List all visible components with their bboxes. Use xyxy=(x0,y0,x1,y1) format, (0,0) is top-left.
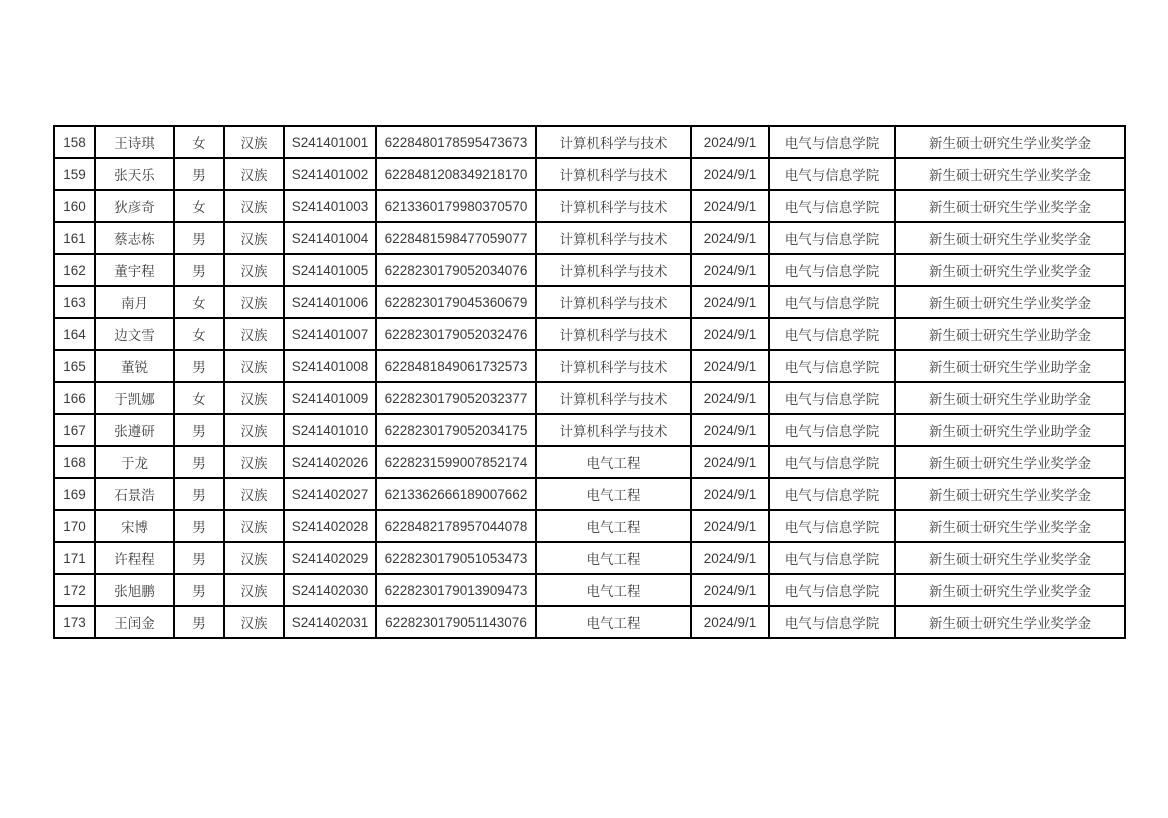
cell-ethnicity: 汉族 xyxy=(224,382,284,414)
table-row xyxy=(54,606,1125,638)
cell-student-id: S241401004 xyxy=(284,222,376,254)
table-row xyxy=(54,190,1125,222)
cell-award-type: 新生硕士研究生学业奖学金 xyxy=(895,606,1125,638)
cell-gender: 男 xyxy=(174,350,224,382)
table-row xyxy=(54,382,1125,414)
cell-college: 电气与信息学院 xyxy=(769,126,895,158)
cell-ethnicity: 汉族 xyxy=(224,126,284,158)
cell-row-index: 162 xyxy=(54,254,95,286)
cell-award-type: 新生硕士研究生学业奖学金 xyxy=(895,254,1125,286)
cell-enroll-date: 2024/9/1 xyxy=(691,350,769,382)
cell-ethnicity: 汉族 xyxy=(224,446,284,478)
cell-award-type: 新生硕士研究生学业奖学金 xyxy=(895,478,1125,510)
cell-ethnicity: 汉族 xyxy=(224,414,284,446)
cell-row-index: 168 xyxy=(54,446,95,478)
cell-row-index: 166 xyxy=(54,382,95,414)
cell-student-name: 于龙 xyxy=(95,446,174,478)
cell-college: 电气与信息学院 xyxy=(769,318,895,350)
table-row xyxy=(54,478,1125,510)
cell-student-id: S241402027 xyxy=(284,478,376,510)
cell-student-name: 石景浩 xyxy=(95,478,174,510)
cell-enroll-date: 2024/9/1 xyxy=(691,190,769,222)
cell-bank-card-number: 6228230179052032377 xyxy=(376,382,536,414)
cell-student-id: S241401007 xyxy=(284,318,376,350)
cell-college: 电气与信息学院 xyxy=(769,254,895,286)
cell-bank-card-number: 6228482178957044078 xyxy=(376,510,536,542)
cell-gender: 男 xyxy=(174,510,224,542)
cell-row-index: 159 xyxy=(54,158,95,190)
cell-enroll-date: 2024/9/1 xyxy=(691,158,769,190)
cell-student-id: S241402029 xyxy=(284,542,376,574)
cell-enroll-date: 2024/9/1 xyxy=(691,222,769,254)
cell-bank-card-number: 6228230179051053473 xyxy=(376,542,536,574)
cell-bank-card-number: 6213362666189007662 xyxy=(376,478,536,510)
cell-row-index: 167 xyxy=(54,414,95,446)
cell-ethnicity: 汉族 xyxy=(224,318,284,350)
cell-enroll-date: 2024/9/1 xyxy=(691,542,769,574)
cell-ethnicity: 汉族 xyxy=(224,286,284,318)
cell-major: 计算机科学与技术 xyxy=(536,158,691,190)
cell-gender: 女 xyxy=(174,318,224,350)
cell-row-index: 160 xyxy=(54,190,95,222)
table-row xyxy=(54,446,1125,478)
cell-college: 电气与信息学院 xyxy=(769,414,895,446)
cell-student-id: S241401008 xyxy=(284,350,376,382)
cell-student-name: 董宇程 xyxy=(95,254,174,286)
table-row xyxy=(54,542,1125,574)
cell-major: 计算机科学与技术 xyxy=(536,190,691,222)
cell-gender: 男 xyxy=(174,574,224,606)
cell-row-index: 170 xyxy=(54,510,95,542)
cell-major: 电气工程 xyxy=(536,574,691,606)
cell-student-id: S241401010 xyxy=(284,414,376,446)
cell-gender: 男 xyxy=(174,446,224,478)
cell-gender: 女 xyxy=(174,126,224,158)
cell-enroll-date: 2024/9/1 xyxy=(691,254,769,286)
cell-student-id: S241401003 xyxy=(284,190,376,222)
cell-award-type: 新生硕士研究生学业奖学金 xyxy=(895,126,1125,158)
student-roster-body xyxy=(54,126,1125,638)
cell-college: 电气与信息学院 xyxy=(769,190,895,222)
cell-college: 电气与信息学院 xyxy=(769,382,895,414)
cell-bank-card-number: 6228230179052034076 xyxy=(376,254,536,286)
cell-major: 计算机科学与技术 xyxy=(536,414,691,446)
cell-row-index: 173 xyxy=(54,606,95,638)
cell-major: 计算机科学与技术 xyxy=(536,318,691,350)
cell-ethnicity: 汉族 xyxy=(224,574,284,606)
cell-bank-card-number: 6228480178595473673 xyxy=(376,126,536,158)
student-roster-table xyxy=(53,125,1126,639)
cell-award-type: 新生硕士研究生学业奖学金 xyxy=(895,286,1125,318)
cell-enroll-date: 2024/9/1 xyxy=(691,126,769,158)
cell-enroll-date: 2024/9/1 xyxy=(691,446,769,478)
cell-student-id: S241401005 xyxy=(284,254,376,286)
cell-award-type: 新生硕士研究生学业奖学金 xyxy=(895,574,1125,606)
cell-award-type: 新生硕士研究生学业奖学金 xyxy=(895,510,1125,542)
cell-major: 计算机科学与技术 xyxy=(536,126,691,158)
cell-ethnicity: 汉族 xyxy=(224,190,284,222)
cell-college: 电气与信息学院 xyxy=(769,574,895,606)
cell-gender: 男 xyxy=(174,222,224,254)
cell-enroll-date: 2024/9/1 xyxy=(691,318,769,350)
cell-award-type: 新生硕士研究生学业奖学金 xyxy=(895,542,1125,574)
cell-bank-card-number: 6228230179013909473 xyxy=(376,574,536,606)
cell-student-name: 蔡志栋 xyxy=(95,222,174,254)
cell-gender: 女 xyxy=(174,286,224,318)
cell-major: 电气工程 xyxy=(536,510,691,542)
table-row xyxy=(54,222,1125,254)
cell-ethnicity: 汉族 xyxy=(224,158,284,190)
table-row xyxy=(54,254,1125,286)
cell-bank-card-number: 6228230179051143076 xyxy=(376,606,536,638)
cell-row-index: 172 xyxy=(54,574,95,606)
table-row xyxy=(54,350,1125,382)
cell-award-type: 新生硕士研究生学业奖学金 xyxy=(895,190,1125,222)
cell-student-name: 张遵研 xyxy=(95,414,174,446)
cell-student-id: S241401006 xyxy=(284,286,376,318)
cell-row-index: 161 xyxy=(54,222,95,254)
cell-award-type: 新生硕士研究生学业助学金 xyxy=(895,414,1125,446)
cell-student-name: 王闰金 xyxy=(95,606,174,638)
cell-student-id: S241402030 xyxy=(284,574,376,606)
cell-bank-card-number: 6228230179045360679 xyxy=(376,286,536,318)
cell-student-id: S241402028 xyxy=(284,510,376,542)
cell-ethnicity: 汉族 xyxy=(224,510,284,542)
cell-student-id: S241401001 xyxy=(284,126,376,158)
cell-college: 电气与信息学院 xyxy=(769,478,895,510)
cell-major: 电气工程 xyxy=(536,542,691,574)
cell-enroll-date: 2024/9/1 xyxy=(691,606,769,638)
cell-award-type: 新生硕士研究生学业助学金 xyxy=(895,382,1125,414)
cell-ethnicity: 汉族 xyxy=(224,350,284,382)
cell-college: 电气与信息学院 xyxy=(769,222,895,254)
cell-gender: 女 xyxy=(174,190,224,222)
cell-college: 电气与信息学院 xyxy=(769,446,895,478)
cell-gender: 男 xyxy=(174,478,224,510)
table-row xyxy=(54,574,1125,606)
cell-major: 计算机科学与技术 xyxy=(536,222,691,254)
cell-row-index: 158 xyxy=(54,126,95,158)
cell-enroll-date: 2024/9/1 xyxy=(691,478,769,510)
cell-enroll-date: 2024/9/1 xyxy=(691,510,769,542)
cell-bank-card-number: 6228481208349218170 xyxy=(376,158,536,190)
table-row xyxy=(54,126,1125,158)
cell-bank-card-number: 6213360179980370570 xyxy=(376,190,536,222)
cell-major: 计算机科学与技术 xyxy=(536,350,691,382)
cell-enroll-date: 2024/9/1 xyxy=(691,414,769,446)
table-row xyxy=(54,158,1125,190)
cell-enroll-date: 2024/9/1 xyxy=(691,286,769,318)
cell-row-index: 163 xyxy=(54,286,95,318)
cell-award-type: 新生硕士研究生学业奖学金 xyxy=(895,222,1125,254)
cell-major: 电气工程 xyxy=(536,606,691,638)
table-row xyxy=(54,414,1125,446)
cell-gender: 男 xyxy=(174,542,224,574)
cell-student-id: S241402026 xyxy=(284,446,376,478)
cell-ethnicity: 汉族 xyxy=(224,542,284,574)
cell-bank-card-number: 6228230179052032476 xyxy=(376,318,536,350)
cell-bank-card-number: 6228481598477059077 xyxy=(376,222,536,254)
cell-major: 电气工程 xyxy=(536,446,691,478)
cell-row-index: 171 xyxy=(54,542,95,574)
cell-college: 电气与信息学院 xyxy=(769,542,895,574)
cell-college: 电气与信息学院 xyxy=(769,350,895,382)
cell-row-index: 165 xyxy=(54,350,95,382)
cell-student-name: 南月 xyxy=(95,286,174,318)
cell-bank-card-number: 6228231599007852174 xyxy=(376,446,536,478)
cell-major: 计算机科学与技术 xyxy=(536,254,691,286)
cell-student-id: S241401002 xyxy=(284,158,376,190)
cell-college: 电气与信息学院 xyxy=(769,158,895,190)
cell-row-index: 164 xyxy=(54,318,95,350)
cell-enroll-date: 2024/9/1 xyxy=(691,574,769,606)
cell-student-name: 许程程 xyxy=(95,542,174,574)
cell-student-name: 边文雪 xyxy=(95,318,174,350)
cell-ethnicity: 汉族 xyxy=(224,478,284,510)
cell-gender: 男 xyxy=(174,158,224,190)
cell-major: 计算机科学与技术 xyxy=(536,286,691,318)
cell-bank-card-number: 6228481849061732573 xyxy=(376,350,536,382)
cell-ethnicity: 汉族 xyxy=(224,222,284,254)
cell-college: 电气与信息学院 xyxy=(769,606,895,638)
cell-award-type: 新生硕士研究生学业助学金 xyxy=(895,318,1125,350)
cell-gender: 男 xyxy=(174,414,224,446)
cell-award-type: 新生硕士研究生学业助学金 xyxy=(895,350,1125,382)
cell-gender: 女 xyxy=(174,382,224,414)
cell-gender: 男 xyxy=(174,606,224,638)
cell-student-id: S241401009 xyxy=(284,382,376,414)
cell-row-index: 169 xyxy=(54,478,95,510)
cell-ethnicity: 汉族 xyxy=(224,606,284,638)
cell-student-id: S241402031 xyxy=(284,606,376,638)
cell-student-name: 宋博 xyxy=(95,510,174,542)
table-row xyxy=(54,286,1125,318)
cell-bank-card-number: 6228230179052034175 xyxy=(376,414,536,446)
table-row xyxy=(54,318,1125,350)
table-row xyxy=(54,510,1125,542)
cell-student-name: 张旭鹏 xyxy=(95,574,174,606)
cell-student-name: 于凯娜 xyxy=(95,382,174,414)
cell-enroll-date: 2024/9/1 xyxy=(691,382,769,414)
cell-student-name: 狄彦奇 xyxy=(95,190,174,222)
cell-college: 电气与信息学院 xyxy=(769,286,895,318)
cell-major: 电气工程 xyxy=(536,478,691,510)
cell-gender: 男 xyxy=(174,254,224,286)
cell-major: 计算机科学与技术 xyxy=(536,382,691,414)
cell-college: 电气与信息学院 xyxy=(769,510,895,542)
cell-student-name: 张天乐 xyxy=(95,158,174,190)
cell-award-type: 新生硕士研究生学业奖学金 xyxy=(895,446,1125,478)
cell-award-type: 新生硕士研究生学业奖学金 xyxy=(895,158,1125,190)
cell-student-name: 王诗琪 xyxy=(95,126,174,158)
cell-ethnicity: 汉族 xyxy=(224,254,284,286)
cell-student-name: 董锐 xyxy=(95,350,174,382)
